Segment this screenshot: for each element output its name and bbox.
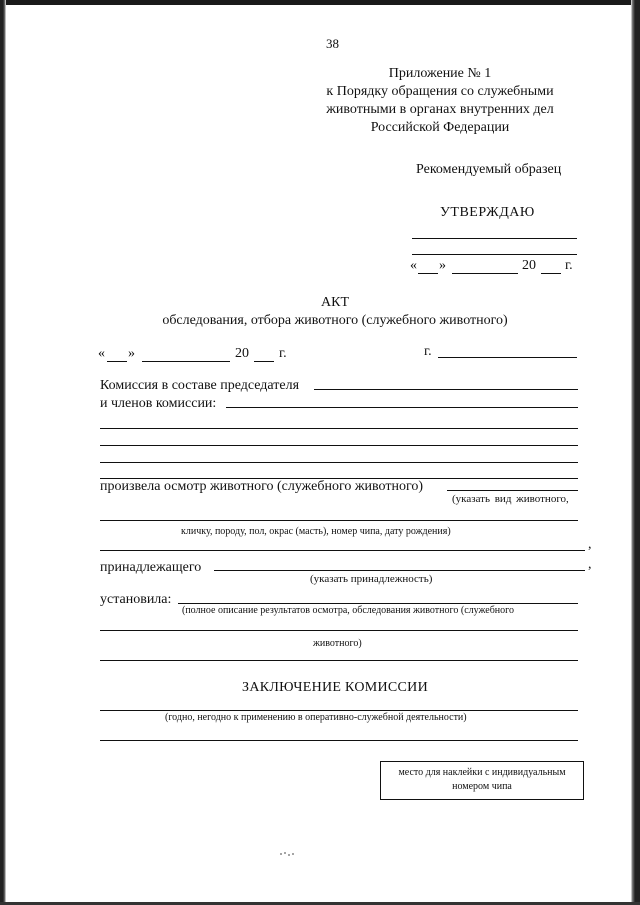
conclusion-title: ЗАКЛЮЧЕНИЕ КОМИССИИ [242, 680, 428, 695]
act-year-field [254, 361, 274, 362]
members-line-2 [100, 445, 578, 446]
established-label: установила: [100, 592, 172, 607]
inspection-line-1 [100, 520, 578, 521]
sticker-text-2: номером чипа [452, 781, 512, 792]
approve-year-suffix: г. [565, 258, 573, 273]
act-year: 20 [235, 346, 249, 361]
commission-members-label: и членов комиссии: [100, 396, 217, 411]
established-line-1 [100, 630, 578, 631]
established-hint-2: животного) [313, 638, 362, 649]
approve-month-field [452, 273, 518, 274]
city-field [438, 357, 577, 358]
established-line-2 [100, 660, 578, 661]
belonging-field [214, 570, 585, 571]
established-field [178, 603, 578, 604]
act-title: АКТ [321, 295, 349, 310]
members-field [226, 407, 578, 408]
belonging-label: принадлежащего [100, 560, 202, 575]
inspection-field [447, 490, 578, 491]
scan-edge-right [631, 0, 640, 905]
inspection-hint-2: кличку, породу, пол, окрас (масть), номер чипа, дату рождения) [181, 526, 451, 537]
appendix-line-4: Российской Федерации [370, 120, 510, 135]
page-number: 38 [326, 36, 339, 51]
act-month-field [142, 361, 230, 362]
commission-chairman-label: Комиссия в составе председателя [100, 378, 300, 393]
approve-date-close: » [439, 258, 446, 273]
act-subtitle: обследования, отбора животного (служебного животного) [162, 313, 508, 328]
city-prefix: г. [424, 344, 432, 359]
inspection-label: произвела осмотр животного (служебного животного) [100, 479, 424, 494]
appendix-line-2: к Порядку обращения со служебными [326, 84, 554, 99]
conclusion-line-1 [100, 710, 578, 711]
inspection-comma: , [588, 537, 592, 552]
approve-year-field [541, 273, 561, 274]
act-year-suffix: г. [279, 346, 287, 361]
established-hint-1: (полное описание результатов осмотра, обследования животного (служебного [182, 605, 515, 616]
approve-signature-line-1 [412, 238, 577, 239]
scan-edge-left [0, 0, 6, 905]
approve-title: УТВЕРЖДАЮ [440, 205, 535, 220]
act-date-close: » [128, 346, 135, 361]
approve-signature-line-2 [412, 254, 577, 255]
sticker-text-1: место для наклейки с индивидуальным [398, 767, 566, 778]
act-date-open: « [98, 346, 105, 361]
act-day-field [107, 361, 127, 362]
appendix-title: Приложение № 1 [388, 66, 492, 81]
conclusion-line-2 [100, 740, 578, 741]
scan-specks [280, 852, 294, 856]
scan-edge-top [0, 0, 640, 5]
chairman-field [314, 389, 578, 390]
inspection-hint-1: (указать вид животного, [452, 493, 569, 505]
approve-year: 20 [522, 258, 536, 273]
approve-day-field [418, 273, 438, 274]
belonging-comma: , [588, 557, 592, 572]
belonging-hint: (указать принадлежность) [310, 573, 433, 585]
conclusion-hint: (годно, негодно к применению в оперативно-служебной деятельности) [165, 712, 467, 723]
appendix-line-3: животными в органах внутренних дел [326, 102, 554, 117]
members-line-1 [100, 428, 578, 429]
chip-sticker-box [380, 761, 584, 800]
recommended-sample: Рекомендуемый образец [416, 162, 562, 177]
inspection-line-2 [100, 550, 585, 551]
approve-date-open: « [410, 258, 417, 273]
members-line-3 [100, 462, 578, 463]
